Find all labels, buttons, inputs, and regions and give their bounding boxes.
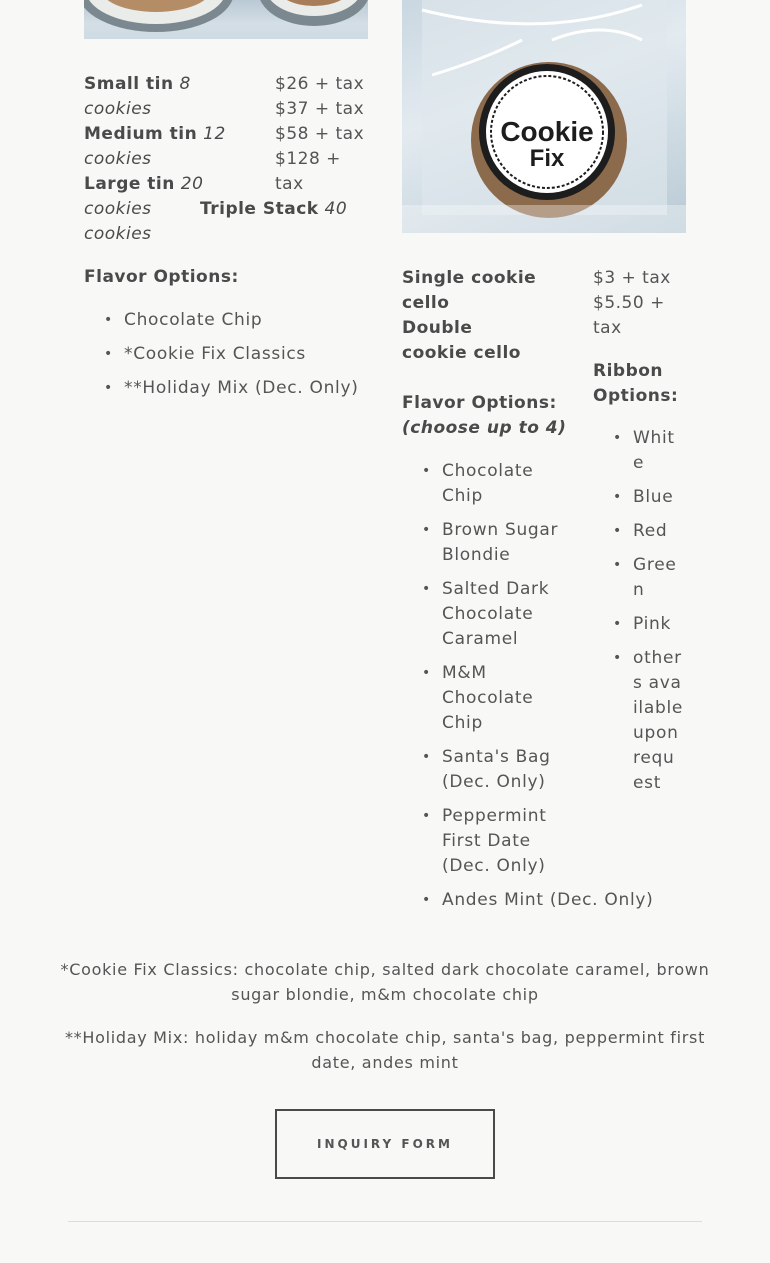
list-item [613, 519, 685, 544]
right-flavor-label: M&M Chocolate Chip [442, 663, 534, 733]
cookie-cello-photo-graphic [402, 0, 686, 233]
bullet-icon: • [422, 808, 431, 824]
bullet-icon: • [422, 749, 431, 765]
cookie-tin-photo [84, 0, 368, 39]
right-flavor-label: Peppermint First Date (Dec. Only) [442, 806, 547, 876]
ribbon-list [613, 426, 685, 805]
tin-large-count: 20 [180, 174, 204, 194]
tin-medium-price: $37 + tax [275, 99, 365, 119]
bullet-icon: • [422, 463, 431, 479]
left-flavor-label: **Holiday Mix (Dec. Only) [124, 378, 359, 398]
ribbon-label: Green [633, 555, 677, 600]
tin-triple-price: $128 + tax [275, 149, 341, 194]
logo-word-fix: Fix [529, 145, 565, 172]
list-item [422, 804, 567, 879]
inquiry-form-button[interactable]: INQUIRY FORM [275, 1109, 495, 1179]
tin-small-label: Small tin [84, 74, 174, 94]
left-flavor-label: *Cookie Fix Classics [124, 344, 306, 364]
bullet-icon: • [422, 522, 431, 538]
list-item [613, 426, 685, 476]
ribbon-label: others available upon request [633, 648, 684, 793]
bullet-icon: • [613, 616, 622, 632]
cello-single-label: Single cookie cello [402, 268, 537, 313]
right-flavor-label: Brown Sugar Blondie [442, 520, 559, 565]
list-item [104, 308, 384, 333]
bullet-icon: • [613, 523, 622, 539]
list-item [104, 376, 384, 401]
tin-triple-count: 40 [324, 199, 348, 219]
tin-large-price: $58 + tax [275, 124, 365, 144]
tin-price-list [275, 72, 370, 197]
right-flavor-subheading: (choose up to 4) [402, 418, 567, 438]
left-flavor-label: Chocolate Chip [124, 310, 263, 330]
ribbon-label: Red [633, 521, 668, 541]
left-flavor-list [104, 308, 384, 410]
bullet-icon: • [104, 346, 113, 362]
ribbon-label: White [633, 428, 675, 473]
tin-medium-count: 12 [203, 124, 226, 144]
tin-triple-unit: cookies [84, 224, 152, 244]
list-item [422, 888, 654, 913]
cookie-cello-photo [402, 0, 686, 233]
ribbon-heading: Ribbon Options: [593, 361, 679, 406]
holiday-footnote: **Holiday Mix: holiday m&m chocolate chip, santa's bag, peppermint first date, andes mint [64, 1028, 706, 1072]
list-item [613, 485, 685, 510]
left-flavor-heading: Flavor Options: [84, 267, 239, 287]
right-flavor-heading: Flavor Options: [402, 393, 557, 413]
bullet-icon: • [422, 665, 431, 681]
bullet-icon: • [613, 557, 622, 573]
right-flavor-label: Santa's Bag (Dec. Only) [442, 747, 551, 792]
ribbon-label: Blue [633, 487, 674, 507]
tin-triple-label: Triple Stack [200, 199, 319, 219]
tin-medium [84, 122, 284, 172]
cello-single-price: $3 + tax [593, 268, 671, 288]
tin-small [84, 72, 284, 122]
cello-label-list [402, 266, 542, 366]
bullet-icon: • [613, 430, 622, 446]
list-item [422, 518, 567, 568]
ribbon-label: Pink [633, 614, 672, 634]
list-item [422, 577, 567, 652]
right-flavor-heading-block [402, 391, 566, 441]
classics-footnote: *Cookie Fix Classics: chocolate chip, salted dark chocolate caramel, brown sugar blondie, m&m chocolate chip [60, 960, 710, 1004]
logo-word-cookie: Cookie [500, 116, 594, 147]
list-item [104, 342, 384, 367]
bullet-icon: • [104, 380, 113, 396]
tin-small-unit: cookies [84, 99, 152, 119]
right-flavor-label: Salted Dark Chocolate Caramel [442, 579, 550, 649]
tin-large-unit: cookies [84, 199, 152, 219]
bullet-icon: • [104, 312, 113, 328]
tin-small-price: $26 + tax [275, 74, 365, 94]
tin-triple [200, 197, 347, 222]
tin-small-count: 8 [179, 74, 191, 94]
list-item [422, 745, 567, 795]
list-item [613, 553, 685, 603]
list-item [422, 459, 567, 509]
bullet-icon: • [613, 489, 622, 505]
cello-price-list [593, 266, 673, 341]
list-item [422, 661, 567, 736]
cookie-tin-photo-graphic [84, 0, 368, 39]
bullet-icon: • [613, 650, 622, 666]
section-divider [68, 1221, 702, 1222]
tin-large-label: Large tin [84, 174, 175, 194]
right-flavor-label: Andes Mint (Dec. Only) [442, 890, 654, 910]
right-flavor-label: Chocolate Chip [442, 461, 534, 506]
cello-double-label: Double cookie cello [402, 318, 521, 363]
bullet-icon: • [422, 581, 431, 597]
list-item [613, 646, 685, 796]
cello-double-price: $5.50 + tax [593, 293, 665, 338]
list-item [613, 612, 685, 637]
tin-medium-label: Medium tin [84, 124, 198, 144]
tin-medium-unit: cookies [84, 149, 152, 169]
bullet-icon: • [422, 892, 431, 908]
